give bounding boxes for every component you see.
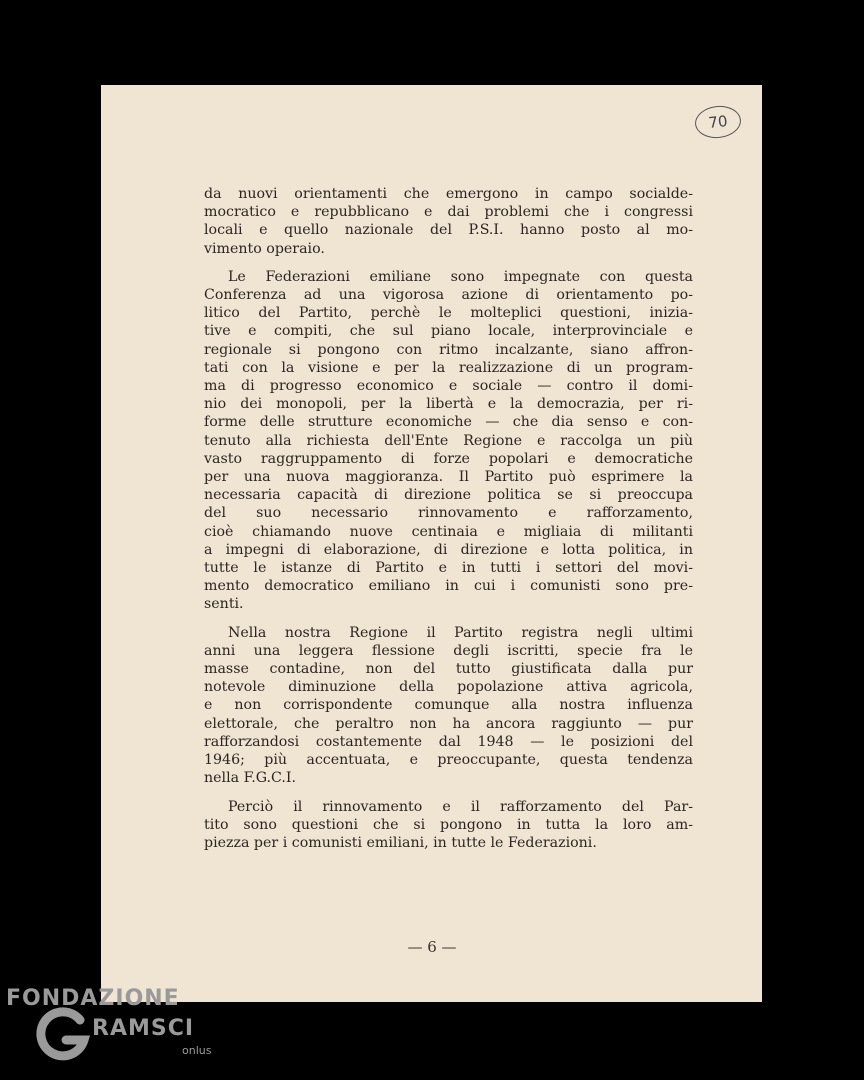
text-line: litico del Partito, perchè le molteplici questioni, inizia- [204, 305, 693, 322]
text-line: forme delle strutture economiche — che dia senso e con- [204, 414, 693, 431]
text-line: anni una leggera flessione degli iscritti, specie fra le [204, 642, 693, 659]
text-line: notevole diminuzione della popolazione attiva agricola, [204, 679, 693, 696]
fondazione-gramsci-logo [6, 984, 216, 1080]
text-line: mocratico e repubblicano e dai problemi che i congressi [204, 204, 693, 221]
text-line: regionale si pongono con ritmo incalzante, siano affron- [204, 341, 693, 358]
text-line: necessaria capacità di direzione politica se si preoccupa [204, 487, 693, 504]
archive-page-stamp: 70 [693, 104, 742, 141]
page-folio: — 6 — [407, 938, 457, 956]
text-line: senti. [204, 596, 244, 613]
text-line: tito sono questioni che si pongono in tutta la loro am- [204, 816, 693, 833]
text-line: e non corrispondente comunque alla nostra influenza [204, 697, 693, 714]
text-line: vasto raggruppamento di forze popolari e democratiche [204, 450, 693, 467]
paragraph [204, 798, 693, 853]
text-line: rafforzandosi costantemente dal 1948 — le posizioni del [204, 733, 693, 750]
paragraph [204, 185, 693, 258]
text-line: per una nuova maggioranza. Il Partito può esprimere la [204, 469, 693, 486]
text-line: Conferenza ad una vigorosa azione di orientamento po- [204, 287, 693, 304]
logo-g-icon [36, 1006, 92, 1062]
text-line: Nella nostra Regione il Partito registra negli ultimi [228, 624, 693, 641]
text-line: elettorale, che peraltro non ha ancora raggiunto — pur [204, 715, 693, 732]
text-line: da nuovi orientamenti che emergono in campo socialde- [204, 186, 693, 202]
text-line: piezza per i comunisti emiliani, in tutte le Federazioni. [204, 834, 597, 851]
text-line: 1946; più accentuata, e preoccupante, questa tendenza [204, 752, 693, 769]
text-line: nella F.G.C.I. [204, 770, 297, 787]
text-line: del suo necessario rinnovamento e rafforzamento, [204, 505, 693, 522]
text-line: cioè chiamando nuove centinaia e migliaia di militanti [204, 523, 693, 540]
text-line: Le Federazioni emiliane sono impegnate con questa [228, 268, 693, 285]
text-line: masse contadine, non del tutto giustificata dalla pur [204, 661, 693, 678]
body-text [204, 185, 693, 862]
logo-word-fondazione: FONDAZIONE [6, 986, 180, 1011]
text-line: tutte le istanze di Partito e in tutti i settori del movi- [204, 560, 693, 577]
text-line: Perciò il rinnovamento e il rafforzamento del Par- [228, 798, 693, 815]
text-line: locali e quello nazionale del P.S.I. hanno posto al mo- [204, 222, 693, 239]
text-line: mento democratico emiliano in cui i comunisti sono pre- [204, 578, 693, 595]
logo-word-onlus: onlus [182, 1044, 212, 1057]
text-line: tenuto alla richiesta dell'Ente Regione e raccolga un più [204, 432, 693, 449]
text-line: a impegni di elaborazione, di direzione e lotta politica, in [204, 541, 693, 558]
text-line: tive e compiti, che sul piano locale, interprovinciale e [204, 323, 693, 340]
text-line: vimento operaio. [204, 240, 325, 257]
logo-word-gramsci: RAMSCI [92, 1016, 195, 1041]
paragraph [204, 624, 693, 788]
text-line: nio dei monopoli, per la libertà e la democrazia, per ri- [204, 396, 693, 413]
paragraph [204, 268, 693, 614]
text-line: ma di progresso economico e sociale — contro il domi- [204, 378, 693, 395]
text-line: tati con la visione e per la realizzazione di un program- [204, 359, 693, 376]
